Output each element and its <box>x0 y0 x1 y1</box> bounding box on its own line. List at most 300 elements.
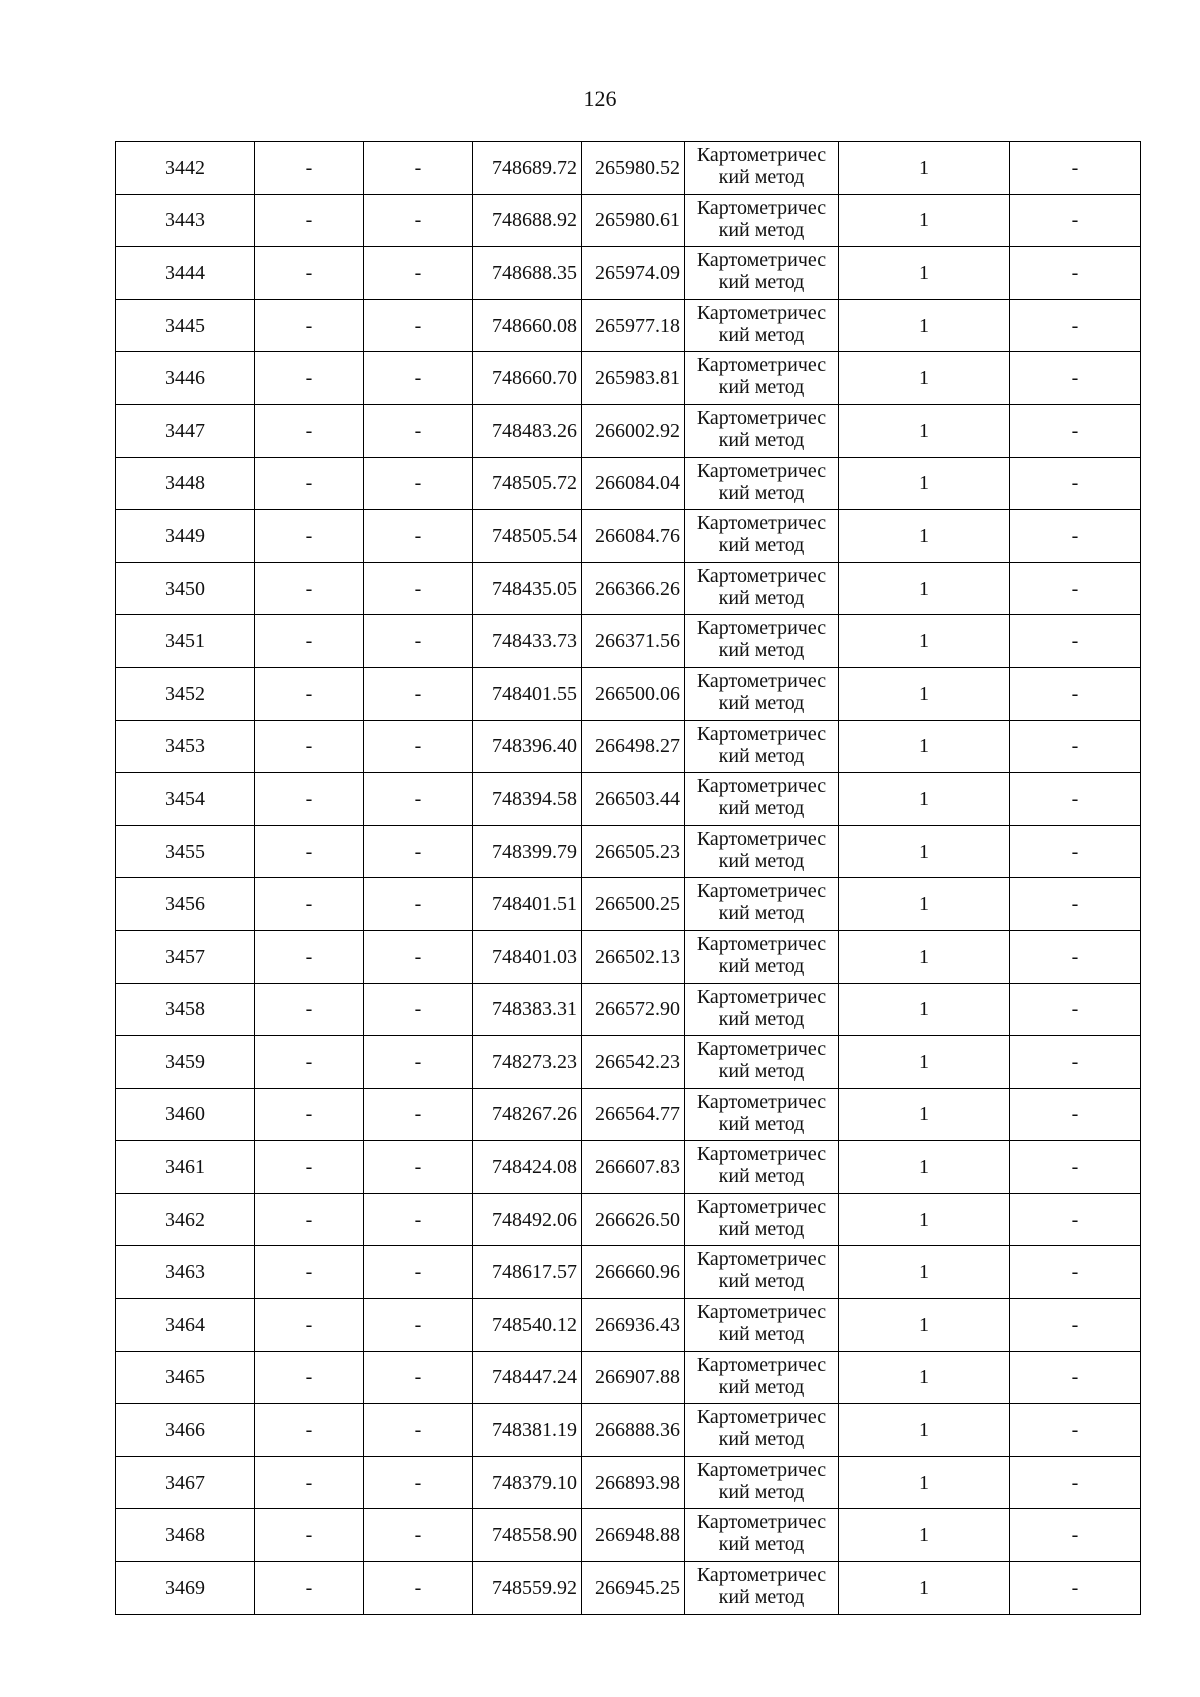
empty-dash-cell: - <box>255 667 364 720</box>
empty-dash-cell: - <box>255 1036 364 1089</box>
empty-dash-cell: - <box>1010 825 1141 878</box>
method-line-1: Картометричес <box>696 354 827 377</box>
method-cell <box>685 1036 839 1089</box>
accuracy-cell: 1 <box>839 299 1010 352</box>
x-coordinate-cell: 748688.92 <box>473 194 582 247</box>
empty-dash-cell: - <box>1010 1036 1141 1089</box>
empty-dash-cell: - <box>255 720 364 773</box>
table-row <box>116 930 1141 983</box>
accuracy-cell: 1 <box>839 1351 1010 1404</box>
empty-dash-cell: - <box>255 194 364 247</box>
y-coordinate-cell: 266945.25 <box>582 1562 685 1615</box>
y-coordinate-cell: 265974.09 <box>582 247 685 300</box>
method-cell <box>685 1562 839 1615</box>
method-line-1: Картометричес <box>696 459 827 482</box>
method-line-2: кий метод <box>718 481 805 504</box>
empty-dash-cell: - <box>364 1193 473 1246</box>
method-cell <box>685 615 839 668</box>
empty-dash-cell: - <box>364 562 473 615</box>
method-cell <box>685 510 839 563</box>
y-coordinate-cell: 266542.23 <box>582 1036 685 1089</box>
empty-dash-cell: - <box>255 930 364 983</box>
x-coordinate-cell: 748483.26 <box>473 404 582 457</box>
point-number-cell: 3444 <box>116 247 255 300</box>
empty-dash-cell: - <box>1010 773 1141 826</box>
method-line-2: кий метод <box>718 586 805 609</box>
y-coordinate-cell: 266084.76 <box>582 510 685 563</box>
empty-dash-cell: - <box>364 667 473 720</box>
method-cell <box>685 1404 839 1457</box>
point-number-cell: 3468 <box>116 1509 255 1562</box>
method-line-2: кий метод <box>718 1217 805 1240</box>
x-coordinate-cell: 748660.08 <box>473 299 582 352</box>
empty-dash-cell: - <box>255 773 364 826</box>
method-cell <box>685 194 839 247</box>
method-cell <box>685 720 839 773</box>
x-coordinate-cell: 748379.10 <box>473 1456 582 1509</box>
y-coordinate-cell: 265980.52 <box>582 142 685 195</box>
accuracy-cell: 1 <box>839 615 1010 668</box>
x-coordinate-cell: 748558.90 <box>473 1509 582 1562</box>
y-coordinate-cell: 266500.25 <box>582 878 685 931</box>
empty-dash-cell: - <box>255 1509 364 1562</box>
page-number: 126 <box>583 86 617 111</box>
method-cell <box>685 404 839 457</box>
accuracy-cell: 1 <box>839 1456 1010 1509</box>
method-line-1: Картометричес <box>696 1038 827 1061</box>
empty-dash-cell: - <box>364 299 473 352</box>
x-coordinate-cell: 748505.54 <box>473 510 582 563</box>
method-line-1: Картометричес <box>696 249 827 272</box>
method-line-1: Картометричес <box>696 880 827 903</box>
empty-dash-cell: - <box>1010 1456 1141 1509</box>
method-line-2: кий метод <box>718 1323 805 1346</box>
method-line-1: Картометричес <box>696 1248 827 1271</box>
accuracy-cell: 1 <box>839 773 1010 826</box>
empty-dash-cell: - <box>364 720 473 773</box>
empty-dash-cell: - <box>364 1562 473 1615</box>
point-number-cell: 3466 <box>116 1404 255 1457</box>
method-line-1: Картометричес <box>696 564 827 587</box>
accuracy-cell: 1 <box>839 247 1010 300</box>
x-coordinate-cell: 748273.23 <box>473 1036 582 1089</box>
method-line-1: Картометричес <box>696 1564 827 1587</box>
empty-dash-cell: - <box>1010 1246 1141 1299</box>
empty-dash-cell: - <box>1010 1351 1141 1404</box>
empty-dash-cell: - <box>1010 720 1141 773</box>
method-line-2: кий метод <box>718 797 805 820</box>
empty-dash-cell: - <box>364 930 473 983</box>
empty-dash-cell: - <box>255 1299 364 1352</box>
method-cell <box>685 930 839 983</box>
empty-dash-cell: - <box>1010 667 1141 720</box>
table-row <box>116 299 1141 352</box>
method-line-1: Картометричес <box>696 1195 827 1218</box>
method-line-2: кий метод <box>718 1112 805 1135</box>
accuracy-cell: 1 <box>839 1562 1010 1615</box>
empty-dash-cell: - <box>1010 562 1141 615</box>
x-coordinate-cell: 748492.06 <box>473 1193 582 1246</box>
method-line-1: Картометричес <box>696 1458 827 1481</box>
method-line-2: кий метод <box>718 1480 805 1503</box>
x-coordinate-cell: 748660.70 <box>473 352 582 405</box>
x-coordinate-cell: 748540.12 <box>473 1299 582 1352</box>
table-row <box>116 720 1141 773</box>
method-cell <box>685 1088 839 1141</box>
x-coordinate-cell: 748688.35 <box>473 247 582 300</box>
empty-dash-cell: - <box>1010 1509 1141 1562</box>
accuracy-cell: 1 <box>839 457 1010 510</box>
table-row <box>116 352 1141 405</box>
method-cell <box>685 983 839 1036</box>
method-line-1: Картометричес <box>696 1090 827 1113</box>
table-row <box>116 983 1141 1036</box>
y-coordinate-cell: 266366.26 <box>582 562 685 615</box>
empty-dash-cell: - <box>255 457 364 510</box>
method-line-2: кий метод <box>718 218 805 241</box>
empty-dash-cell: - <box>364 457 473 510</box>
empty-dash-cell: - <box>1010 615 1141 668</box>
empty-dash-cell: - <box>364 142 473 195</box>
y-coordinate-cell: 266564.77 <box>582 1088 685 1141</box>
table-row <box>116 1351 1141 1404</box>
y-coordinate-cell: 266893.98 <box>582 1456 685 1509</box>
accuracy-cell: 1 <box>839 1193 1010 1246</box>
table-row <box>116 1036 1141 1089</box>
y-coordinate-cell: 266907.88 <box>582 1351 685 1404</box>
method-line-1: Картометричес <box>696 196 827 219</box>
table-row <box>116 142 1141 195</box>
table-row <box>116 667 1141 720</box>
empty-dash-cell: - <box>1010 142 1141 195</box>
empty-dash-cell: - <box>364 615 473 668</box>
point-number-cell: 3458 <box>116 983 255 1036</box>
empty-dash-cell: - <box>1010 1141 1141 1194</box>
empty-dash-cell: - <box>364 1351 473 1404</box>
table-row <box>116 1299 1141 1352</box>
x-coordinate-cell: 748396.40 <box>473 720 582 773</box>
empty-dash-cell: - <box>1010 983 1141 1036</box>
x-coordinate-cell: 748394.58 <box>473 773 582 826</box>
table-body <box>116 142 1141 1615</box>
table-row <box>116 615 1141 668</box>
y-coordinate-cell: 266888.36 <box>582 1404 685 1457</box>
point-number-cell: 3456 <box>116 878 255 931</box>
empty-dash-cell: - <box>255 983 364 1036</box>
x-coordinate-cell: 748401.03 <box>473 930 582 983</box>
accuracy-cell: 1 <box>839 1404 1010 1457</box>
method-line-2: кий метод <box>718 1165 805 1188</box>
method-line-1: Картометричес <box>696 406 827 429</box>
point-number-cell: 3469 <box>116 1562 255 1615</box>
empty-dash-cell: - <box>255 352 364 405</box>
y-coordinate-cell: 266948.88 <box>582 1509 685 1562</box>
accuracy-cell: 1 <box>839 930 1010 983</box>
point-number-cell: 3447 <box>116 404 255 457</box>
method-cell <box>685 1246 839 1299</box>
accuracy-cell: 1 <box>839 404 1010 457</box>
empty-dash-cell: - <box>1010 510 1141 563</box>
method-line-1: Картометричес <box>696 985 827 1008</box>
method-line-1: Картометричес <box>696 775 827 798</box>
accuracy-cell: 1 <box>839 142 1010 195</box>
table-row <box>116 404 1141 457</box>
x-coordinate-cell: 748401.55 <box>473 667 582 720</box>
y-coordinate-cell: 265977.18 <box>582 299 685 352</box>
point-number-cell: 3451 <box>116 615 255 668</box>
point-number-cell: 3462 <box>116 1193 255 1246</box>
empty-dash-cell: - <box>364 510 473 563</box>
empty-dash-cell: - <box>1010 1299 1141 1352</box>
empty-dash-cell: - <box>255 615 364 668</box>
accuracy-cell: 1 <box>839 1036 1010 1089</box>
point-number-cell: 3467 <box>116 1456 255 1509</box>
accuracy-cell: 1 <box>839 1509 1010 1562</box>
table-row <box>116 1193 1141 1246</box>
y-coordinate-cell: 266626.50 <box>582 1193 685 1246</box>
x-coordinate-cell: 748689.72 <box>473 142 582 195</box>
empty-dash-cell: - <box>1010 930 1141 983</box>
empty-dash-cell: - <box>255 247 364 300</box>
x-coordinate-cell: 748401.51 <box>473 878 582 931</box>
coordinates-table <box>115 141 1141 1615</box>
empty-dash-cell: - <box>255 404 364 457</box>
table-row <box>116 1509 1141 1562</box>
method-line-1: Картометричес <box>696 1143 827 1166</box>
empty-dash-cell: - <box>364 404 473 457</box>
x-coordinate-cell: 748424.08 <box>473 1141 582 1194</box>
method-line-2: кий метод <box>718 323 805 346</box>
accuracy-cell: 1 <box>839 194 1010 247</box>
accuracy-cell: 1 <box>839 825 1010 878</box>
empty-dash-cell: - <box>1010 1404 1141 1457</box>
table-row <box>116 457 1141 510</box>
empty-dash-cell: - <box>255 1088 364 1141</box>
empty-dash-cell: - <box>255 1456 364 1509</box>
accuracy-cell: 1 <box>839 720 1010 773</box>
accuracy-cell: 1 <box>839 352 1010 405</box>
y-coordinate-cell: 266660.96 <box>582 1246 685 1299</box>
empty-dash-cell: - <box>364 247 473 300</box>
method-line-1: Картометричес <box>696 144 827 166</box>
table-row <box>116 773 1141 826</box>
accuracy-cell: 1 <box>839 562 1010 615</box>
x-coordinate-cell: 748505.72 <box>473 457 582 510</box>
method-line-1: Картометричес <box>696 827 827 850</box>
method-cell <box>685 667 839 720</box>
empty-dash-cell: - <box>364 1088 473 1141</box>
empty-dash-cell: - <box>255 1193 364 1246</box>
point-number-cell: 3448 <box>116 457 255 510</box>
table-row <box>116 1141 1141 1194</box>
empty-dash-cell: - <box>255 878 364 931</box>
method-line-2: кий метод <box>718 376 805 399</box>
empty-dash-cell: - <box>364 773 473 826</box>
x-coordinate-cell: 748435.05 <box>473 562 582 615</box>
point-number-cell: 3450 <box>116 562 255 615</box>
point-number-cell: 3455 <box>116 825 255 878</box>
table-row <box>116 510 1141 563</box>
method-cell <box>685 1351 839 1404</box>
empty-dash-cell: - <box>364 1509 473 1562</box>
empty-dash-cell: - <box>255 1562 364 1615</box>
table-row <box>116 825 1141 878</box>
x-coordinate-cell: 748267.26 <box>473 1088 582 1141</box>
point-number-cell: 3459 <box>116 1036 255 1089</box>
method-cell <box>685 457 839 510</box>
method-line-1: Картометричес <box>696 617 827 640</box>
point-number-cell: 3460 <box>116 1088 255 1141</box>
y-coordinate-cell: 266505.23 <box>582 825 685 878</box>
empty-dash-cell: - <box>364 878 473 931</box>
y-coordinate-cell: 266500.06 <box>582 667 685 720</box>
empty-dash-cell: - <box>364 983 473 1036</box>
y-coordinate-cell: 265983.81 <box>582 352 685 405</box>
method-line-1: Картометричес <box>696 512 827 535</box>
method-line-2: кий метод <box>718 849 805 872</box>
y-coordinate-cell: 266502.13 <box>582 930 685 983</box>
accuracy-cell: 1 <box>839 1141 1010 1194</box>
empty-dash-cell: - <box>1010 1193 1141 1246</box>
empty-dash-cell: - <box>255 1141 364 1194</box>
method-cell <box>685 142 839 195</box>
empty-dash-cell: - <box>364 1404 473 1457</box>
x-coordinate-cell: 748559.92 <box>473 1562 582 1615</box>
empty-dash-cell: - <box>255 1351 364 1404</box>
empty-dash-cell: - <box>364 1246 473 1299</box>
table-row <box>116 1246 1141 1299</box>
empty-dash-cell: - <box>364 194 473 247</box>
method-line-2: кий метод <box>718 691 805 714</box>
empty-dash-cell: - <box>255 142 364 195</box>
point-number-cell: 3446 <box>116 352 255 405</box>
accuracy-cell: 1 <box>839 510 1010 563</box>
method-line-1: Картометричес <box>696 301 827 324</box>
empty-dash-cell: - <box>1010 404 1141 457</box>
empty-dash-cell: - <box>255 510 364 563</box>
method-line-2: кий метод <box>718 1428 805 1451</box>
method-cell <box>685 825 839 878</box>
table-row <box>116 1562 1141 1615</box>
y-coordinate-cell: 265980.61 <box>582 194 685 247</box>
method-line-2: кий метод <box>718 954 805 977</box>
method-line-2: кий метод <box>718 744 805 767</box>
empty-dash-cell: - <box>1010 1088 1141 1141</box>
method-line-1: Картометричес <box>696 1511 827 1534</box>
method-cell <box>685 1193 839 1246</box>
method-line-2: кий метод <box>718 271 805 294</box>
method-line-2: кий метод <box>718 1586 805 1609</box>
y-coordinate-cell: 266498.27 <box>582 720 685 773</box>
method-cell <box>685 1141 839 1194</box>
method-line-1: Картометричес <box>696 669 827 692</box>
point-number-cell: 3457 <box>116 930 255 983</box>
point-number-cell: 3465 <box>116 1351 255 1404</box>
method-line-1: Картометричес <box>696 722 827 745</box>
table-row <box>116 1088 1141 1141</box>
y-coordinate-cell: 266607.83 <box>582 1141 685 1194</box>
y-coordinate-cell: 266572.90 <box>582 983 685 1036</box>
empty-dash-cell: - <box>255 1246 364 1299</box>
method-line-1: Картометричес <box>696 1301 827 1324</box>
point-number-cell: 3452 <box>116 667 255 720</box>
method-line-2: кий метод <box>718 1533 805 1556</box>
point-number-cell: 3461 <box>116 1141 255 1194</box>
method-cell <box>685 1299 839 1352</box>
table-row <box>116 562 1141 615</box>
empty-dash-cell: - <box>1010 247 1141 300</box>
point-number-cell: 3443 <box>116 194 255 247</box>
method-line-2: кий метод <box>718 1270 805 1293</box>
x-coordinate-cell: 748447.24 <box>473 1351 582 1404</box>
method-line-2: кий метод <box>718 639 805 662</box>
empty-dash-cell: - <box>364 352 473 405</box>
method-line-1: Картометричес <box>696 1353 827 1376</box>
x-coordinate-cell: 748399.79 <box>473 825 582 878</box>
table-row <box>116 194 1141 247</box>
y-coordinate-cell: 266936.43 <box>582 1299 685 1352</box>
method-line-1: Картометричес <box>696 932 827 955</box>
empty-dash-cell: - <box>1010 299 1141 352</box>
method-cell <box>685 562 839 615</box>
accuracy-cell: 1 <box>839 1299 1010 1352</box>
method-line-2: кий метод <box>718 1007 805 1030</box>
point-number-cell: 3454 <box>116 773 255 826</box>
empty-dash-cell: - <box>364 1141 473 1194</box>
empty-dash-cell: - <box>364 1299 473 1352</box>
table-row <box>116 1456 1141 1509</box>
accuracy-cell: 1 <box>839 878 1010 931</box>
method-cell <box>685 299 839 352</box>
empty-dash-cell: - <box>364 1456 473 1509</box>
method-line-2: кий метод <box>718 902 805 925</box>
empty-dash-cell: - <box>255 562 364 615</box>
method-line-2: кий метод <box>718 1375 805 1398</box>
point-number-cell: 3449 <box>116 510 255 563</box>
empty-dash-cell: - <box>1010 878 1141 931</box>
point-number-cell: 3464 <box>116 1299 255 1352</box>
point-number-cell: 3445 <box>116 299 255 352</box>
point-number-cell: 3442 <box>116 142 255 195</box>
empty-dash-cell: - <box>1010 194 1141 247</box>
accuracy-cell: 1 <box>839 667 1010 720</box>
x-coordinate-cell: 748381.19 <box>473 1404 582 1457</box>
point-number-cell: 3453 <box>116 720 255 773</box>
method-line-2: кий метод <box>718 428 805 451</box>
empty-dash-cell: - <box>255 299 364 352</box>
method-line-1: Картометричес <box>696 1406 827 1429</box>
method-line-2: кий метод <box>718 1060 805 1083</box>
empty-dash-cell: - <box>364 1036 473 1089</box>
method-cell <box>685 1456 839 1509</box>
method-cell <box>685 878 839 931</box>
point-number-cell: 3463 <box>116 1246 255 1299</box>
accuracy-cell: 1 <box>839 1088 1010 1141</box>
empty-dash-cell: - <box>1010 457 1141 510</box>
table-row <box>116 878 1141 931</box>
accuracy-cell: 1 <box>839 983 1010 1036</box>
method-cell <box>685 352 839 405</box>
x-coordinate-cell: 748383.31 <box>473 983 582 1036</box>
method-cell <box>685 1509 839 1562</box>
table-row <box>116 247 1141 300</box>
method-cell <box>685 247 839 300</box>
table-row <box>116 1404 1141 1457</box>
y-coordinate-cell: 266371.56 <box>582 615 685 668</box>
empty-dash-cell: - <box>255 825 364 878</box>
method-line-2: кий метод <box>718 534 805 557</box>
accuracy-cell: 1 <box>839 1246 1010 1299</box>
